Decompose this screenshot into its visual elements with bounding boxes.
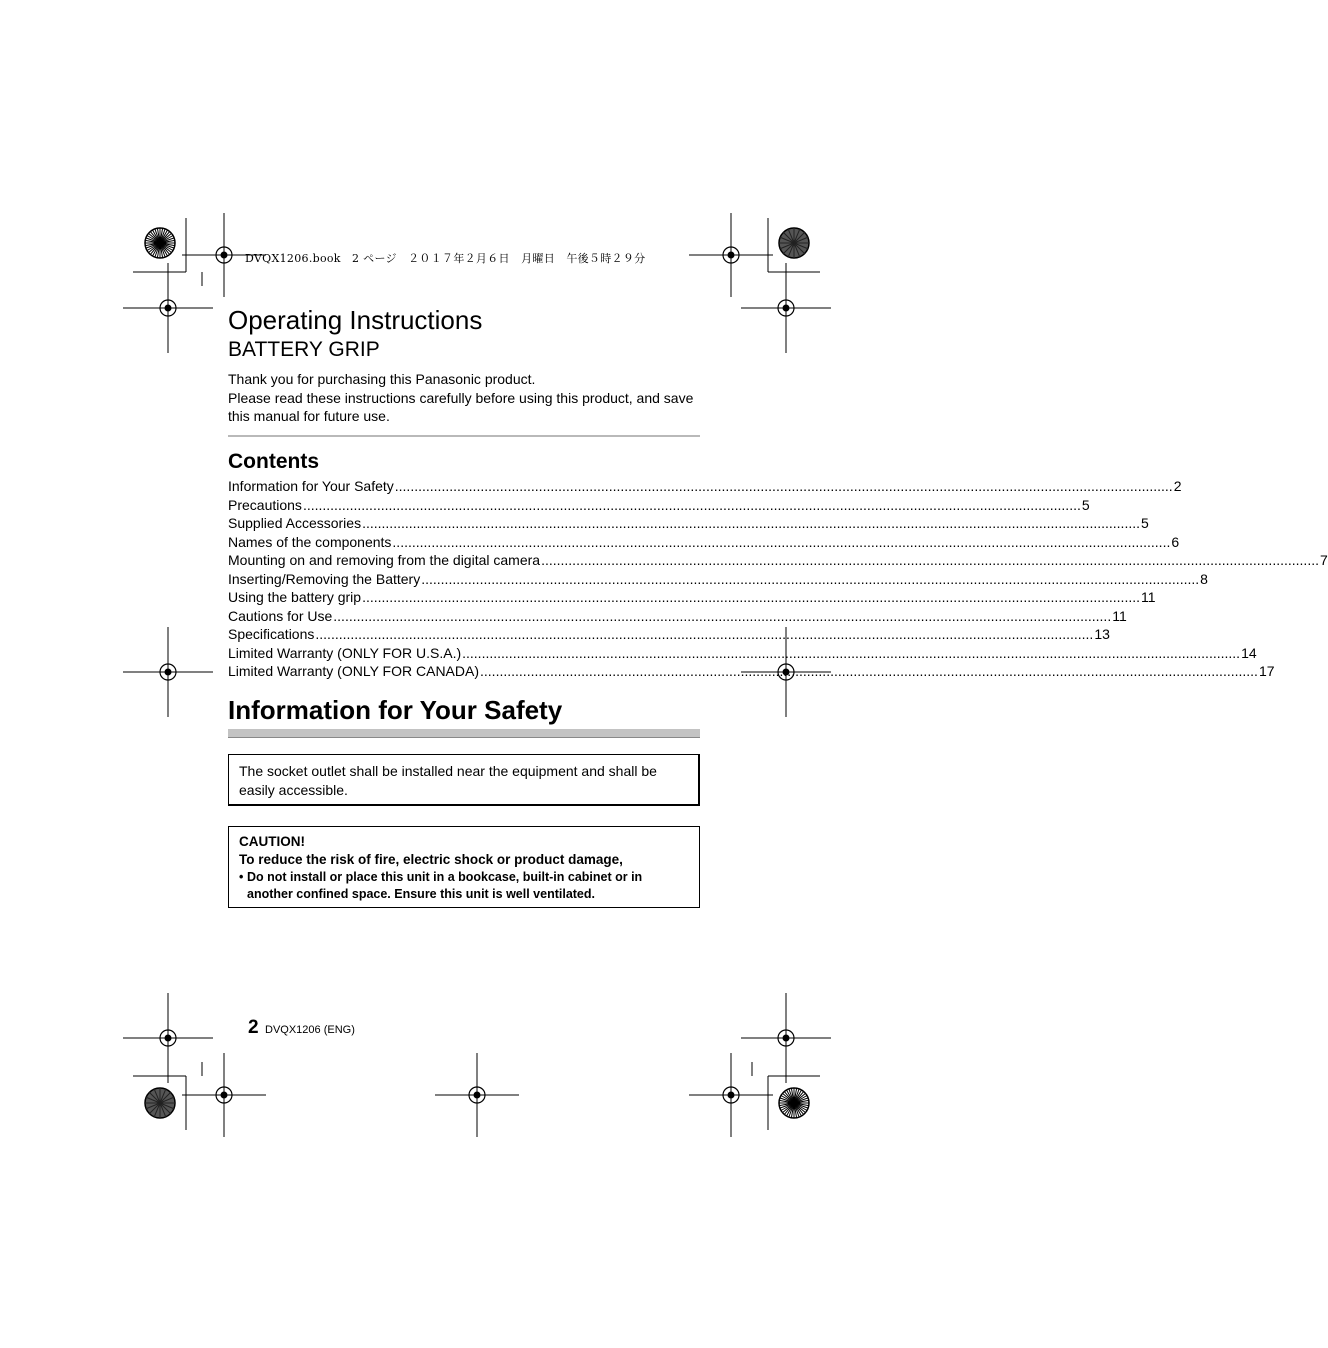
table-of-contents: [228, 477, 1328, 681]
print-info-line: DVQX1206.book 2 ページ ２０１７年２月６日 月曜日 午後５時２９分: [245, 252, 646, 265]
toc-row[interactable]: Limited Warranty (ONLY FOR CANADA) ........................................................................................................................................................................................................ 17: [228, 663, 1275, 679]
intro-line-2: Please read these instructions carefully before using this product, and save this manual for future use.: [228, 389, 694, 424]
caution-bullet: [239, 869, 689, 902]
caution-lead: To reduce the risk of fire, electric shock or product damage,: [239, 852, 623, 867]
toc-row[interactable]: Supplied Accessories ........................................................................................................................................................................................................ 5: [228, 515, 1149, 531]
toc-label: Supplied Accessories: [228, 515, 362, 531]
page-subtitle: BATTERY GRIP: [228, 338, 380, 361]
intro-text: [228, 370, 700, 426]
toc-row[interactable]: Limited Warranty (ONLY FOR U.S.A.) ........................................................................................................................................................................................................ 14: [228, 644, 1257, 661]
toc-page: 5: [1081, 496, 1090, 513]
caution-title: CAUTION!: [239, 834, 305, 849]
document-code: DVQX1206 (ENG): [265, 1024, 355, 1036]
toc-page: 11: [1112, 607, 1127, 624]
toc-row[interactable]: Specifications ........................................................................................................................................................................................................ 13: [228, 626, 1110, 642]
toc-label: Information for Your Safety: [228, 478, 394, 494]
toc-page: 17: [1258, 663, 1275, 679]
toc-row[interactable]: Information for Your Safety ........................................................................................................................................................................................................ 2: [228, 478, 1182, 494]
contents-heading: Contents: [228, 450, 319, 473]
toc-row[interactable]: Precautions ........................................................................................................................................................................................................ 5: [228, 496, 1090, 513]
notice-box: The socket outlet shall be installed near the equipment and shall be easily accessible.: [228, 754, 700, 806]
toc-row[interactable]: Using the battery grip ........................................................................................................................................................................................................ 11: [228, 589, 1156, 605]
toc-page: 5: [1141, 515, 1149, 531]
intro-line-1: Thank you for purchasing this Panasonic product.: [228, 371, 536, 387]
toc-page: 11: [1141, 589, 1156, 605]
toc-page: 7: [1320, 552, 1328, 568]
toc-page: 8: [1200, 570, 1208, 587]
toc-label: Cautions for Use: [228, 607, 333, 624]
toc-page: 6: [1171, 533, 1180, 550]
safety-heading: Information for Your Safety: [228, 695, 563, 725]
toc-label: Mounting on and removing from the digital camera: [228, 552, 541, 568]
caution-bullet-text: Do not install or place this unit in a bookcase, built-in cabinet or in another confined space. Ensure this unit is well ventilated.: [247, 870, 643, 901]
section-divider: [228, 435, 700, 437]
bullet-icon: •: [239, 870, 244, 884]
toc-label: Precautions: [228, 496, 302, 513]
page-number: 2: [248, 1017, 259, 1038]
toc-label: Limited Warranty (ONLY FOR U.S.A.): [228, 644, 462, 661]
toc-row[interactable]: Cautions for Use ........................................................................................................................................................................................................ 11: [228, 607, 1127, 624]
toc-row[interactable]: Inserting/Removing the Battery ........................................................................................................................................................................................................ 8: [228, 570, 1208, 587]
toc-page: 2: [1173, 478, 1182, 494]
toc-label: Specifications: [228, 626, 315, 642]
toc-label: Names of the components: [228, 533, 392, 550]
toc-row[interactable]: Mounting on and removing from the digital camera ........................................................................................................................................................................................................ 7: [228, 552, 1328, 568]
toc-label: Limited Warranty (ONLY FOR CANADA): [228, 663, 480, 679]
page-title: Operating Instructions: [228, 305, 483, 335]
toc-page: 13: [1094, 626, 1110, 642]
caution-box: [228, 826, 700, 908]
toc-label: Using the battery grip: [228, 589, 362, 605]
toc-page: 14: [1241, 644, 1257, 661]
toc-row[interactable]: Names of the components ........................................................................................................................................................................................................ 6: [228, 533, 1180, 550]
heading-underline-bar: [228, 729, 700, 738]
toc-label: Inserting/Removing the Battery: [228, 570, 421, 587]
